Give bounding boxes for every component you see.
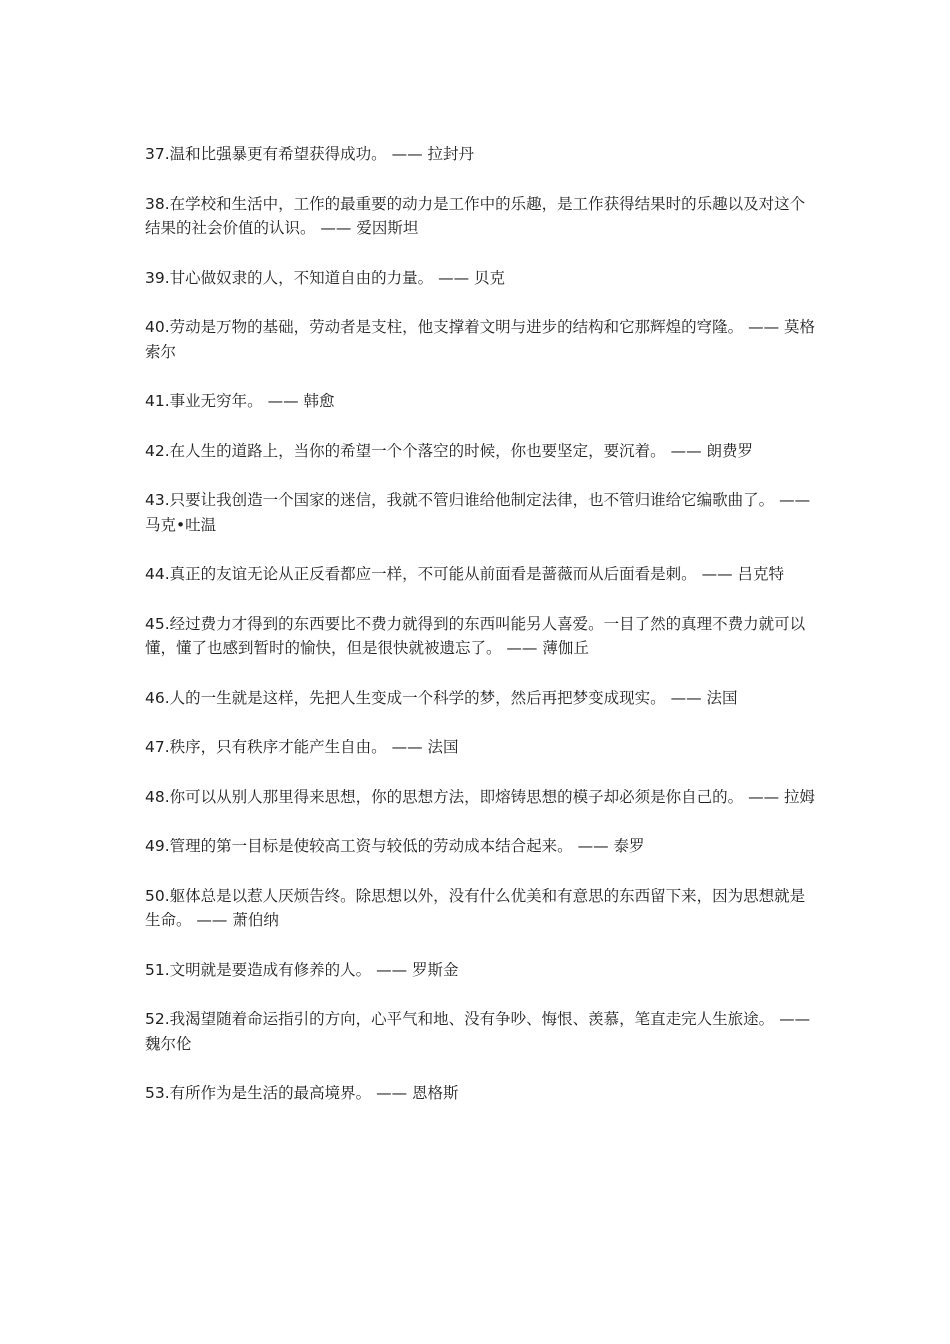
quote-41: 41.事业无穷年。 —— 韩愈 [145,392,335,410]
quote-52: 52.我渴望随着命运指引的方向，心平气和地、没有争吵、悔恨、羡慕，笔直走完人生旅途。 —— 魏尔伦 [145,1010,811,1053]
quote-51: 51.文明就是要造成有修养的人。 —— 罗斯金 [145,960,459,979]
quote-46: 46.人的一生就是这样，先把人生变成一个科学的梦，然后再把梦变成现实。 —— 法国 [145,688,738,707]
quote-47: 47.秩序，只有秩序才能产生自由。 —— 法国 [145,738,459,756]
quote-42: 42.在人生的道路上，当你的希望一个个落空的时候，你也要坚定，要沉着。 —— 朗费罗 [145,441,754,460]
quote-38: 38.在学校和生活中，工作的最重要的动力是工作中的乐趣，是工作获得结果时的乐趣以及对这个结果的社会价值的认识。 —— 爱因斯坦 [145,194,806,237]
quote-45: 45.经过费力才得到的东西要比不费力就得到的东西叫能另人喜爱。一目了然的真理不费力就可以懂，懂了也感到暂时的愉快，但是很快就被遗忘了。 —— 薄伽丘 [145,614,806,657]
quote-list [145,142,817,1131]
quote-43: 43.只要让我创造一个国家的迷信，我就不管归谁给他制定法律，也不管归谁给它编歌曲了。 —— 马克•吐温 [145,491,811,534]
quote-53: 53.有所作为是生活的最高境界。 —— 恩格斯 [145,1084,459,1102]
quote-39: 39.甘心做奴隶的人，不知道自由的力量。 —— 贝克 [145,268,506,287]
quote-40: 40.劳动是万物的基础，劳动者是支柱，他支撑着文明与进步的结构和它那辉煌的穹隆。 —— 莫格索尔 [145,318,816,361]
quote-48: 48.你可以从别人那里得来思想，你的思想方法，即熔铸思想的模子却必须是你自己的。 —— 拉姆 [145,787,816,806]
quote-37: 37.温和比强暴更有希望获得成功。 —— 拉封丹 [145,145,475,163]
quote-50: 50.躯体总是以惹人厌烦告终。除思想以外，没有什么优美和有意思的东西留下来，因为思想就是生命。 —— 萧伯纳 [145,886,806,929]
quote-49: 49.管理的第一目标是使较高工资与较低的劳动成本结合起来。 —— 泰罗 [145,837,645,855]
quote-44: 44.真正的友谊无论从正反看都应一样，不可能从前面看是蔷薇而从后面看是刺。 —— 吕克特 [145,565,785,583]
